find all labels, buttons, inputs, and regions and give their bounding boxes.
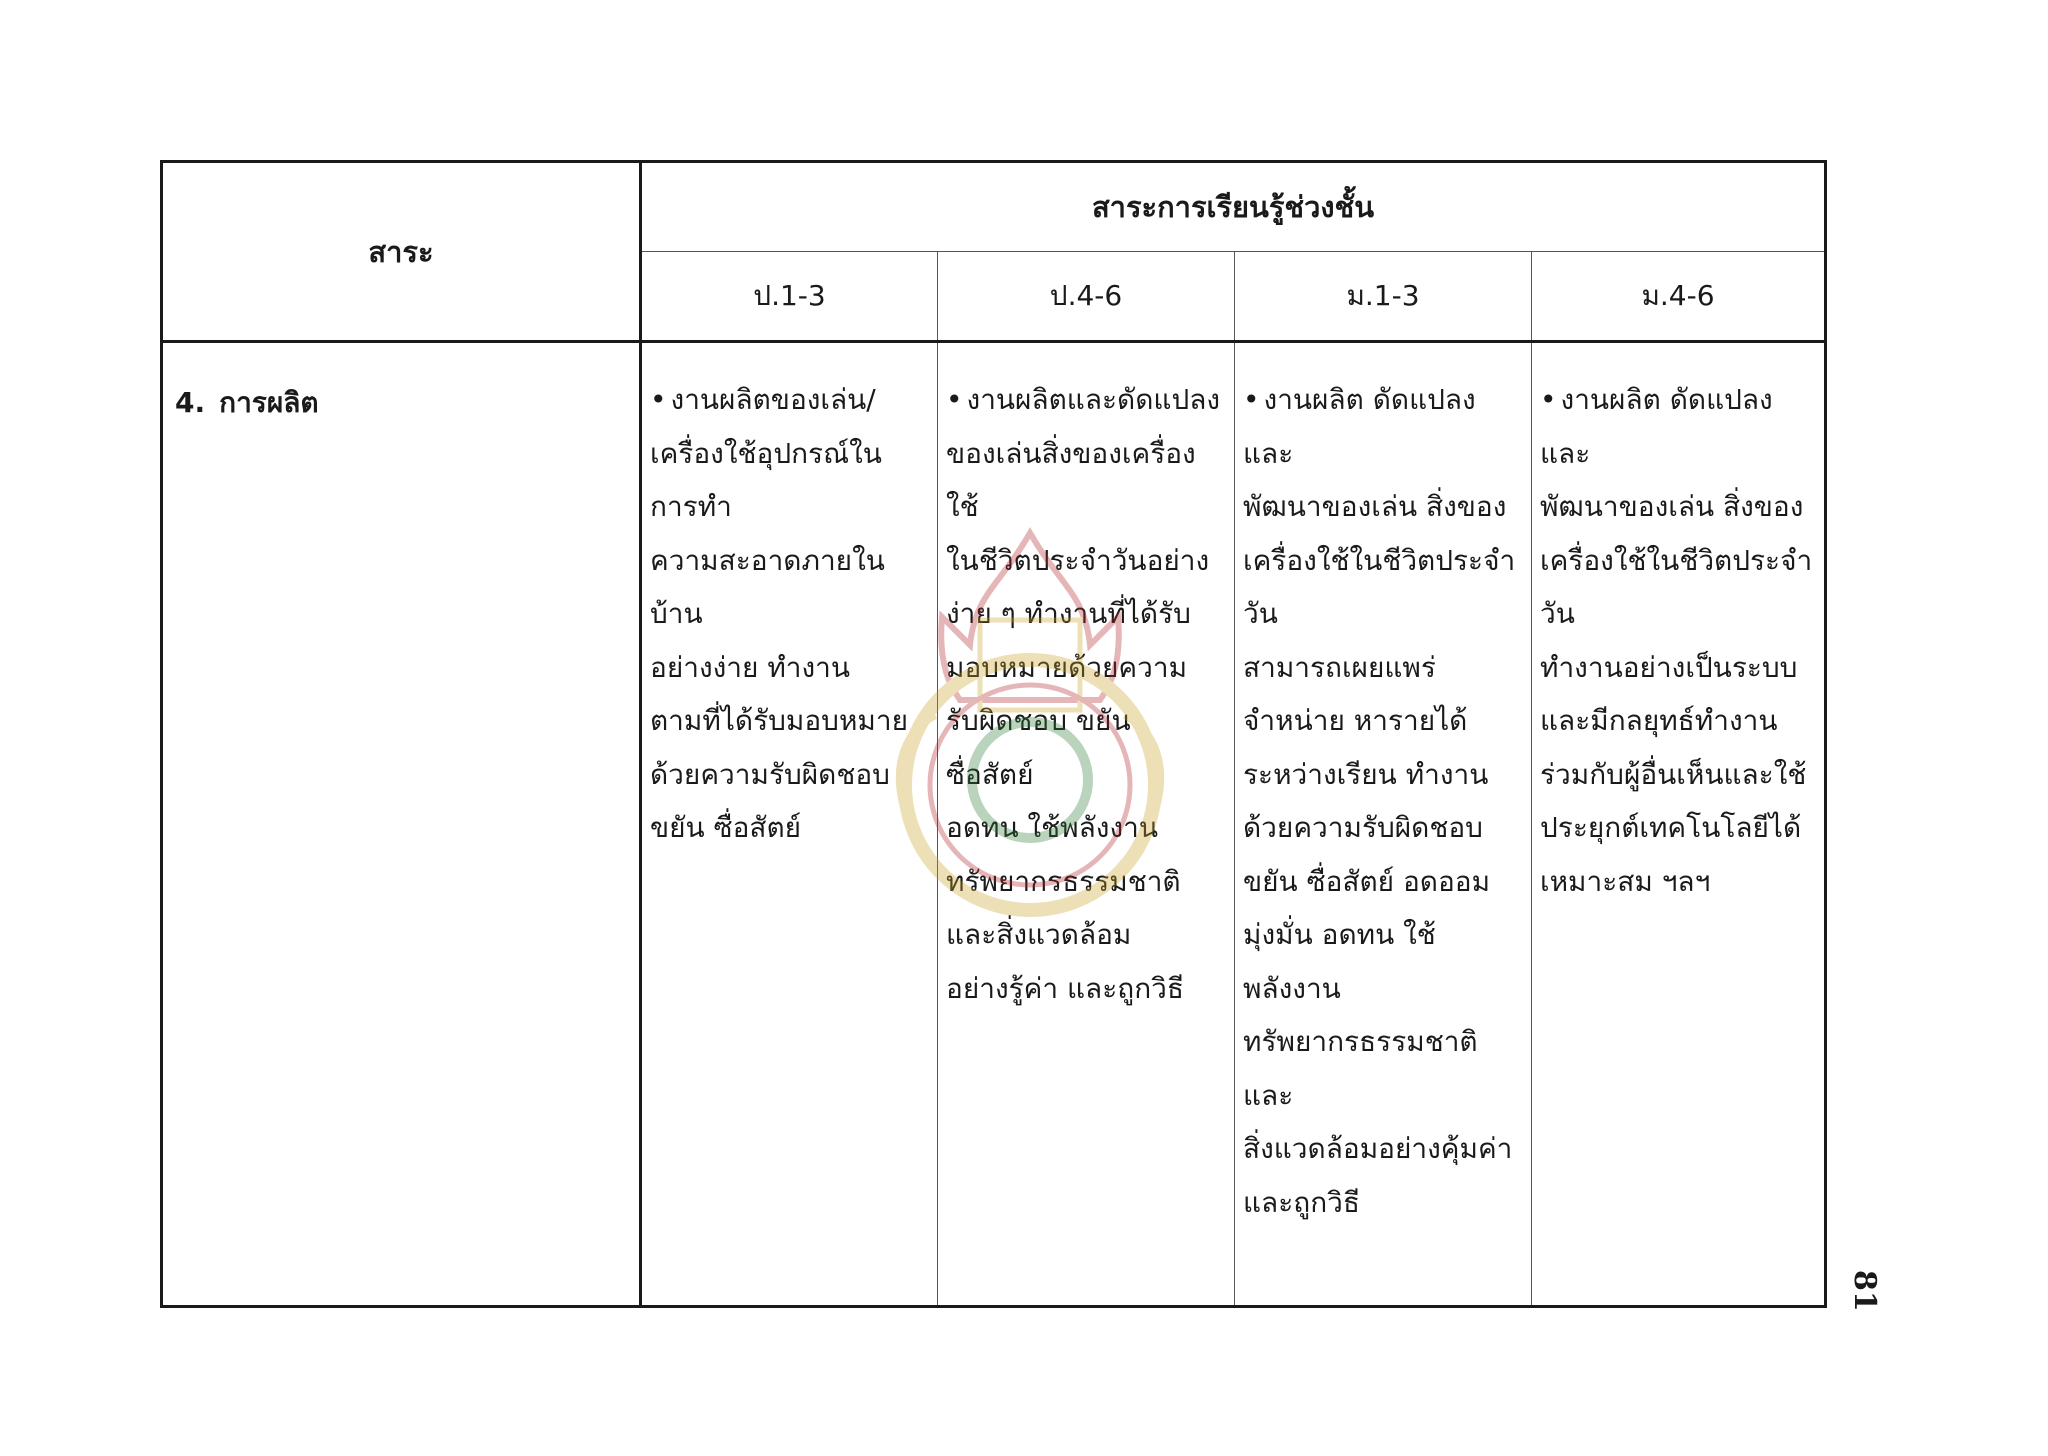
topic-heading [175,386,319,419]
grade-header-m4-6: ม.4-6 [1532,252,1826,342]
content-cell-m4-6 [1532,342,1826,1307]
topic-title: การผลิต [219,386,319,419]
content-cell-p1-3 [641,342,938,1307]
content-cell-m1-3 [1235,342,1532,1307]
learning-content-header: สาระการเรียนรู้ช่วงชั้น [641,162,1826,252]
group-header-row [162,162,1826,252]
content-body: งานผลิตและดัดแปลง ของเล่นสิ่งของเครื่องใช้ ในชีวิตประจำวันอย่าง ง่าย ๆ ทำงานที่ได้รับ มอบหมายด้วยความ รับผิดชอบ ขยัน ซื่อสัตย์ อดทน ใช้พลังงาน ทรัพยากรธรรมชาติ และสิ่งแวดล้อม อย่างรู้ค่า และถูกวิธี [946,383,1221,1005]
content-cell-p4-6 [938,342,1235,1307]
bullet-icon: • [650,383,667,416]
bullet-icon: • [1243,383,1260,416]
content-body: งานผลิต ดัดแปลง และ พัฒนาของเล่น สิ่งของ เครื่องใช้ในชีวิตประจำวัน ทำงานอย่างเป็นระบบ และมีกลยุทธ์ทำงาน ร่วมกับผู้อื่นเห็นและใช้ ประยุกต์เทคโนโลยีได้ เหมาะสม ฯลฯ [1540,383,1813,898]
bullet-icon: • [946,383,963,416]
content-text [650,373,929,855]
topic-cell [162,342,641,1307]
grade-header-p4-6: ป.4-6 [938,252,1235,342]
topic-number: 4. [175,386,206,419]
grade-header-m1-3: ม.1-3 [1235,252,1532,342]
content-text [1243,373,1523,1229]
content-text [946,373,1226,1015]
curriculum-table [160,160,1827,1308]
bullet-icon: • [1540,383,1557,416]
sara-header: สาระ [162,162,641,342]
grade-header-p1-3: ป.1-3 [641,252,938,342]
content-body: งานผลิต ดัดแปลง และ พัฒนาของเล่น สิ่งของ เครื่องใช้ในชีวิตประจำวัน สามารถเผยแพร่ จำหน่าย หารายได้ ระหว่างเรียน ทำงาน ด้วยความรับผิดชอบ ขยัน ซื่อสัตย์ อดออม มุ่งมั่น อดทน ใช้พลังงาน ทรัพยากรธรรมชาติ และ สิ่งแวดล้อมอย่างคุ้มค่า และถูกวิธี [1243,383,1516,1219]
page-number: 81 [1847,1270,1882,1312]
table-row [162,342,1826,1307]
content-text [1540,373,1816,908]
content-body: งานผลิตของเล่น/ เครื่องใช้อุปกรณ์ในการทำ ความสะอาดภายในบ้าน อย่างง่าย ทำงาน ตามที่ได้รับมอบหมาย ด้วยความรับผิดชอบ ขยัน ซื่อสัตย์ [650,383,908,844]
